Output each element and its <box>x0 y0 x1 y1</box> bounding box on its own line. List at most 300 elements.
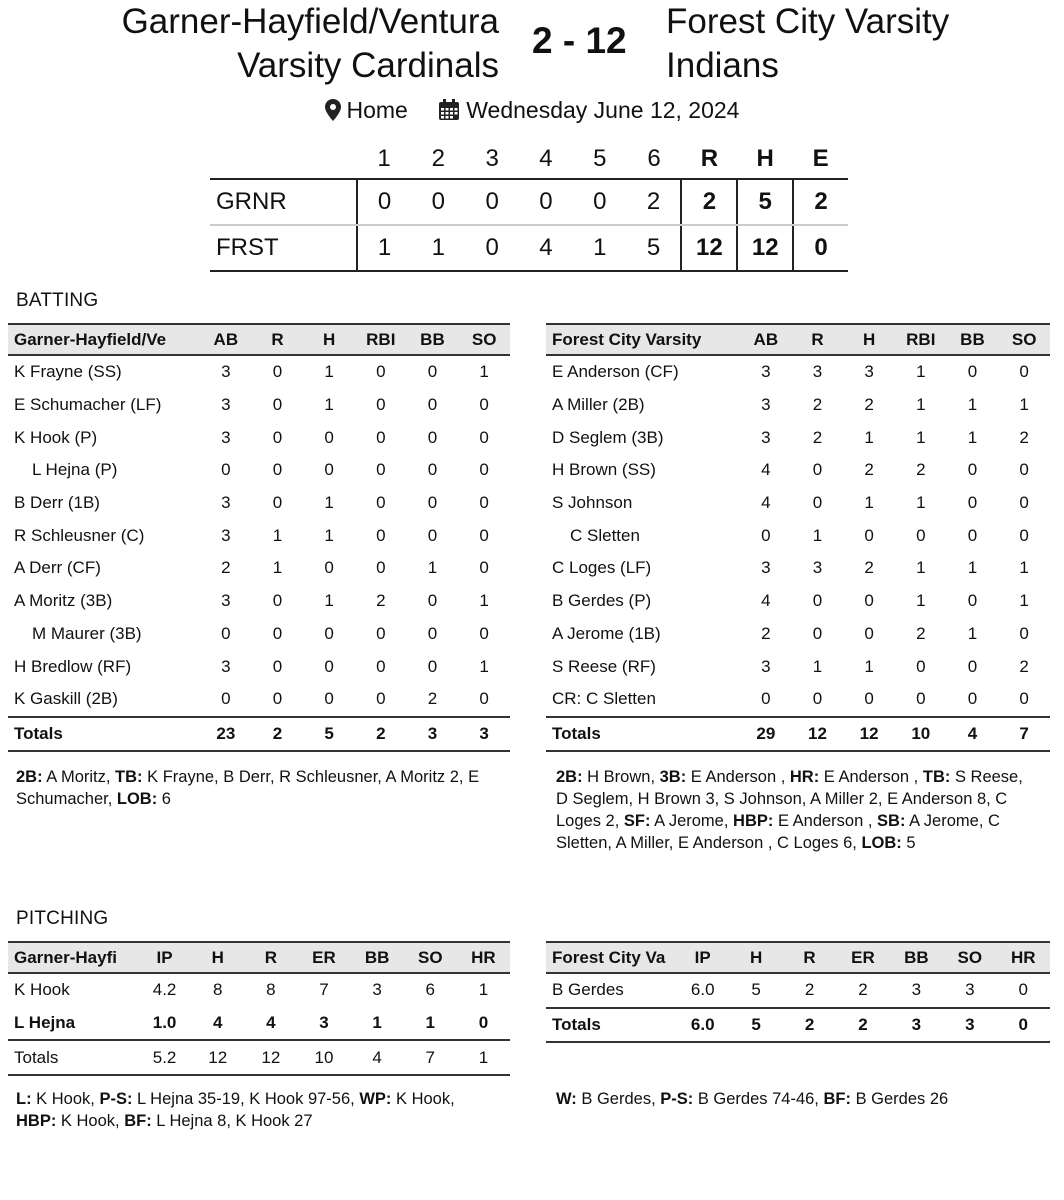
totals-cell: 6.0 <box>676 1008 729 1043</box>
stat-cell: 2 <box>916 460 926 480</box>
stat-cell: 1 <box>324 591 334 611</box>
totals-cell: 2 <box>252 717 304 752</box>
map-pin-icon <box>325 99 341 121</box>
column-header: SO <box>458 324 510 355</box>
note-label: SB: <box>877 812 906 830</box>
away-team-line2: Indians <box>666 46 779 85</box>
total-hits: 5 <box>737 179 793 225</box>
stat-cell: 0 <box>967 525 978 545</box>
stat-cell: 3 <box>965 980 975 1000</box>
home-pitching-notes <box>16 1088 496 1132</box>
totals-row <box>546 717 1050 752</box>
column-header: BB <box>947 324 999 355</box>
stat-cell: 4 <box>761 591 771 611</box>
stat-cell: 1 <box>967 427 978 447</box>
linescore-table <box>210 140 848 272</box>
totals-cell: 3 <box>943 1008 996 1043</box>
column-header: R <box>783 942 836 973</box>
linescore-team: FRST <box>210 225 357 271</box>
stat-cell: 0 <box>479 525 489 545</box>
note-text: K Hook, <box>31 1090 100 1108</box>
stat-cell: 0 <box>1018 980 1028 1000</box>
linescore-header-errors: E <box>793 140 848 179</box>
stat-cell: 0 <box>967 460 978 480</box>
stat-cell: 0 <box>864 525 874 545</box>
note-text: B Gerdes, <box>576 1090 661 1108</box>
column-header: ER <box>836 942 889 973</box>
column-header: SO <box>404 942 457 973</box>
linescore-header-cell: 1 <box>357 140 412 179</box>
linescore-row <box>210 225 848 271</box>
stat-cell: 1 <box>324 493 334 513</box>
stat-cell: 0 <box>324 460 334 480</box>
stat-cell: 0 <box>427 623 438 643</box>
note-text: L Hejna 35-19, K Hook 97-56, <box>132 1090 360 1108</box>
away-pitching-header <box>546 942 1050 973</box>
note-text: E Anderson , <box>686 768 790 786</box>
stat-cell: 1 <box>479 656 489 676</box>
stat-cell: 0 <box>478 1013 489 1033</box>
inning-score: 0 <box>411 179 465 225</box>
stat-cell: 4 <box>761 493 771 513</box>
column-header-name: Garner-Hayfi <box>8 942 138 973</box>
stat-cell: 0 <box>376 395 386 415</box>
stat-cell: 2 <box>864 460 874 480</box>
stat-cell: 3 <box>372 980 382 1000</box>
player-name: K Hook <box>14 980 70 1000</box>
stat-cell: 0 <box>376 656 386 676</box>
player-name: K Gaskill (2B) <box>14 689 118 709</box>
player-name: E Schumacher (LF) <box>14 395 162 415</box>
stat-cell: 0 <box>967 689 978 709</box>
stat-cell: 0 <box>376 493 386 513</box>
column-header-name: Forest City Va <box>546 942 676 973</box>
stat-cell: 3 <box>319 1013 329 1033</box>
stat-cell: 0 <box>324 656 334 676</box>
linescore-header-team <box>210 140 357 179</box>
stat-cell: 8 <box>266 980 276 1000</box>
totals-cell: 4 <box>947 717 999 752</box>
stat-cell: 1 <box>324 525 334 545</box>
stat-cell: 0 <box>916 525 926 545</box>
column-header: H <box>191 942 244 973</box>
linescore-header-cell: 5 <box>573 140 627 179</box>
stat-cell: 3 <box>761 558 771 578</box>
stat-cell: 2 <box>864 558 874 578</box>
totals-cell: 29 <box>740 717 792 752</box>
stat-cell: 3 <box>221 362 231 382</box>
column-header: AB <box>740 324 792 355</box>
home-pitching-header <box>8 942 510 973</box>
table-row <box>8 389 510 422</box>
stat-cell: 1 <box>967 623 978 643</box>
table-row <box>8 421 510 454</box>
stat-cell: 0 <box>1019 460 1029 480</box>
stat-cell: 2 <box>221 558 231 578</box>
batting-section-label: BATTING <box>16 290 99 311</box>
totals-row <box>8 1040 510 1075</box>
stat-cell: 0 <box>864 689 874 709</box>
totals-cell: 2 <box>783 1008 836 1043</box>
totals-cell: 10 <box>895 717 947 752</box>
table-row <box>546 421 1050 454</box>
stat-cell: 2 <box>1019 427 1029 447</box>
total-runs: 12 <box>681 225 737 271</box>
stat-cell: 1 <box>372 1013 382 1033</box>
totals-cell: 5 <box>729 1008 782 1043</box>
totals-cell: 12 <box>843 717 895 752</box>
stat-cell: 1 <box>425 1013 435 1033</box>
stat-cell: 4 <box>266 1013 276 1033</box>
linescore-header-cell: 4 <box>519 140 573 179</box>
note-text: B Gerdes 74-46, <box>693 1090 824 1108</box>
table-row <box>8 519 510 552</box>
table-row <box>546 389 1050 422</box>
totals-cell: 7 <box>998 717 1050 752</box>
player-name: C Loges (LF) <box>552 558 652 578</box>
column-header: RBI <box>895 324 947 355</box>
totals-label: Totals <box>546 717 740 752</box>
note-label: TB: <box>115 768 143 786</box>
player-name: C Sletten <box>570 525 640 545</box>
note-label: HBP: <box>733 812 774 830</box>
stat-cell: 0 <box>916 689 926 709</box>
linescore-header-hits: H <box>737 140 793 179</box>
game-meta <box>0 96 1064 124</box>
note-text: K Frayne, B Derr, R Schleusner, A Moritz 2, E Schumacher, <box>16 768 480 808</box>
note-label: BF: <box>124 1112 152 1130</box>
table-row <box>8 454 510 487</box>
stat-cell: 6.0 <box>690 980 715 1000</box>
player-name: R Schleusner (C) <box>14 525 145 545</box>
player-name: S Reese (RF) <box>552 656 656 676</box>
stat-cell: 1 <box>812 525 823 545</box>
totals-cell: 10 <box>297 1040 350 1075</box>
player-name: CR: C Sletten <box>552 689 656 709</box>
column-header: R <box>792 324 844 355</box>
home-batting-body <box>8 355 510 751</box>
inning-score: 2 <box>627 179 682 225</box>
stat-cell: 0 <box>272 395 283 415</box>
away-team-line1: Forest City Varsity <box>666 2 950 41</box>
stat-cell: 3 <box>812 362 823 382</box>
stat-cell: 3 <box>761 362 771 382</box>
stat-cell: 2 <box>864 395 874 415</box>
stat-cell: 0 <box>272 623 283 643</box>
stat-cell: 0 <box>376 460 386 480</box>
stat-cell: 3 <box>221 656 231 676</box>
totals-cell: 4 <box>351 1040 404 1075</box>
stat-cell: 1 <box>916 427 926 447</box>
stat-cell: 0 <box>376 623 386 643</box>
table-row <box>546 454 1050 487</box>
note-label: TB: <box>922 768 951 786</box>
stat-cell: 0 <box>427 591 438 611</box>
table-row <box>546 650 1050 683</box>
column-header: BB <box>351 942 404 973</box>
away-batting-notes <box>556 766 1038 854</box>
away-team-name <box>666 0 949 88</box>
stat-cell: 0 <box>272 362 283 382</box>
player-name: B Gerdes (P) <box>552 591 652 611</box>
stat-cell: 0 <box>427 493 438 513</box>
stat-cell: 2 <box>427 689 438 709</box>
note-text: E Anderson , <box>773 812 878 830</box>
table-row <box>546 552 1050 585</box>
column-header-name: Forest City Varsity <box>546 324 740 355</box>
note-text: A Jerome, <box>650 812 734 830</box>
note-label: P-S: <box>99 1090 133 1108</box>
table-row <box>8 1007 510 1041</box>
column-header: AB <box>200 324 252 355</box>
player-name: E Anderson (CF) <box>552 362 679 382</box>
column-header: BB <box>890 942 943 973</box>
away-batting-body <box>546 355 1050 751</box>
stat-cell: 1 <box>967 395 978 415</box>
table-row <box>8 487 510 520</box>
away-pitching-body <box>546 973 1050 1042</box>
table-row <box>546 683 1050 717</box>
totals-row <box>8 717 510 752</box>
totals-cell: 0 <box>997 1008 1050 1043</box>
column-header: IP <box>676 942 729 973</box>
inning-score: 1 <box>357 225 412 271</box>
totals-label: Totals <box>8 717 200 752</box>
total-runs: 2 <box>681 179 737 225</box>
note-label: W: <box>556 1090 577 1108</box>
location <box>325 97 408 124</box>
home-pitching-table <box>8 941 510 1076</box>
totals-cell: 7 <box>404 1040 457 1075</box>
linescore-header-cell: 2 <box>411 140 465 179</box>
player-name: S Johnson <box>552 493 633 513</box>
stat-cell: 0 <box>427 362 438 382</box>
column-header: HR <box>997 942 1050 973</box>
note-label: P-S: <box>660 1090 694 1108</box>
stat-cell: 3 <box>221 427 231 447</box>
stat-cell: 0 <box>812 689 823 709</box>
stat-cell: 0 <box>1019 525 1029 545</box>
calendar-icon <box>438 99 460 121</box>
stat-cell: 3 <box>761 427 771 447</box>
player-name: L Hejna (P) <box>32 460 118 480</box>
home-batting-notes <box>16 766 496 810</box>
date-text: Wednesday June 12, 2024 <box>466 97 740 124</box>
totals-cell: 12 <box>792 717 844 752</box>
player-name: M Maurer (3B) <box>32 623 142 643</box>
stat-cell: 1 <box>324 362 334 382</box>
stat-cell: 1 <box>479 591 489 611</box>
stat-cell: 1 <box>916 558 926 578</box>
stat-cell: 1 <box>916 362 926 382</box>
stat-cell: 0 <box>864 591 874 611</box>
totals-cell: 12 <box>191 1040 244 1075</box>
stat-cell: 0 <box>272 591 283 611</box>
table-row <box>8 650 510 683</box>
stat-cell: 1 <box>812 656 823 676</box>
stat-cell: 2 <box>804 980 815 1000</box>
player-name: A Derr (CF) <box>14 558 101 578</box>
stat-cell: 1 <box>916 591 926 611</box>
totals-cell: 23 <box>200 717 252 752</box>
table-row <box>546 618 1050 651</box>
totals-label: Totals <box>546 1008 676 1043</box>
inning-score: 0 <box>573 179 627 225</box>
stat-cell: 0 <box>272 493 283 513</box>
linescore-row <box>210 179 848 225</box>
inning-score: 4 <box>519 225 573 271</box>
stat-cell: 1 <box>1019 395 1029 415</box>
note-label: WP: <box>359 1090 392 1108</box>
note-label: HBP: <box>16 1112 57 1130</box>
stat-cell: 0 <box>427 525 438 545</box>
note-text: A Jerome, C Sletten, A Miller, E Anderson , C Loges 6, <box>556 812 1000 852</box>
stat-cell: 0 <box>479 460 489 480</box>
player-name: K Hook (P) <box>14 427 98 447</box>
stat-cell: 0 <box>376 427 386 447</box>
note-label: HR: <box>789 768 820 786</box>
stat-cell: 2 <box>812 427 823 447</box>
home-team-line2: Varsity Cardinals <box>237 46 499 85</box>
stat-cell: 0 <box>479 558 489 578</box>
stat-cell: 3 <box>221 591 231 611</box>
stat-cell: 0 <box>272 427 283 447</box>
stat-cell: 0 <box>1019 689 1029 709</box>
stat-cell: 0 <box>376 362 386 382</box>
stat-cell: 0 <box>324 558 334 578</box>
inning-score: 0 <box>465 179 519 225</box>
stat-cell: 0 <box>967 656 978 676</box>
note-text: L Hejna 8, K Hook 27 <box>151 1112 313 1130</box>
stat-cell: 1 <box>324 395 334 415</box>
column-header: IP <box>138 942 191 973</box>
player-name: A Moritz (3B) <box>14 591 113 611</box>
column-header: RBI <box>355 324 407 355</box>
linescore-header-cell: 3 <box>465 140 519 179</box>
stat-cell: 8 <box>212 980 223 1000</box>
stat-cell: 0 <box>479 427 489 447</box>
totals-label: Totals <box>8 1040 138 1075</box>
stat-cell: 2 <box>812 395 823 415</box>
note-label: LOB: <box>116 790 158 808</box>
note-text: H Brown, <box>582 768 660 786</box>
home-team-line1: Garner-Hayfield/Ventura <box>121 2 499 41</box>
column-header: HR <box>457 942 510 973</box>
stat-cell: 2 <box>376 591 386 611</box>
stat-cell: 0 <box>272 460 283 480</box>
stat-cell: 0 <box>427 395 438 415</box>
note-text: 5 <box>901 834 916 852</box>
stat-cell: 0 <box>479 493 489 513</box>
table-row <box>8 683 510 717</box>
stat-cell: 2 <box>858 980 868 1000</box>
stat-cell: 2 <box>1019 656 1029 676</box>
player-name: B Derr (1B) <box>14 493 100 513</box>
stat-cell: 0 <box>761 525 771 545</box>
stat-cell: 0 <box>967 493 978 513</box>
stat-cell: 3 <box>221 493 231 513</box>
stat-cell: 0 <box>812 493 823 513</box>
final-score: 2 - 12 <box>532 20 627 61</box>
table-row <box>546 519 1050 552</box>
column-header: H <box>729 942 782 973</box>
note-text: S Reese, D Seglem, H Brown 3, S Johnson, A Miller 2, E Anderson 8, C Loges 2, <box>556 768 1023 830</box>
stat-cell: 0 <box>812 623 823 643</box>
totals-cell: 3 <box>458 717 510 752</box>
note-label: 2B: <box>16 768 43 786</box>
stat-cell: 0 <box>221 460 231 480</box>
total-errors: 0 <box>793 225 848 271</box>
table-row <box>8 552 510 585</box>
stat-cell: 0 <box>812 591 823 611</box>
table-row <box>8 618 510 651</box>
pitching-section-label: PITCHING <box>16 908 109 929</box>
inning-score: 1 <box>573 225 627 271</box>
home-pitching-body <box>8 973 510 1075</box>
note-label: SF: <box>623 812 651 830</box>
stat-cell: 0 <box>1019 493 1029 513</box>
stat-cell: 0 <box>916 656 926 676</box>
game-date <box>438 97 739 124</box>
stat-cell: 3 <box>221 525 231 545</box>
player-name: A Jerome (1B) <box>552 623 661 643</box>
column-header: SO <box>943 942 996 973</box>
column-header: R <box>244 942 297 973</box>
stat-cell: 0 <box>967 591 978 611</box>
stat-cell: 0 <box>864 623 874 643</box>
table-row <box>546 487 1050 520</box>
inning-score: 5 <box>627 225 682 271</box>
inning-score: 0 <box>519 179 573 225</box>
away-batting-header <box>546 324 1050 355</box>
player-name: B Gerdes <box>552 980 624 1000</box>
home-batting-header <box>8 324 510 355</box>
stat-cell: 1 <box>427 558 438 578</box>
table-row <box>546 973 1050 1008</box>
stat-cell: 0 <box>479 689 489 709</box>
totals-cell: 3 <box>890 1008 943 1043</box>
column-header: SO <box>998 324 1050 355</box>
player-name: D Seglem (3B) <box>552 427 664 447</box>
note-text: B Gerdes 26 <box>850 1090 949 1108</box>
stat-cell: 1 <box>272 525 283 545</box>
stat-cell: 2 <box>761 623 771 643</box>
totals-cell: 5.2 <box>138 1040 191 1075</box>
stat-cell: 0 <box>812 460 823 480</box>
stat-cell: 3 <box>864 362 874 382</box>
stat-cell: 1 <box>1019 558 1029 578</box>
player-name: L Hejna <box>14 1013 76 1033</box>
stat-cell: 0 <box>324 623 334 643</box>
totals-cell: 2 <box>836 1008 889 1043</box>
stat-cell: 0 <box>761 689 771 709</box>
stat-cell: 0 <box>376 689 386 709</box>
stat-cell: 0 <box>272 656 283 676</box>
stat-cell: 3 <box>221 395 231 415</box>
linescore-header-runs: R <box>681 140 737 179</box>
stat-cell: 0 <box>221 689 231 709</box>
table-row <box>8 585 510 618</box>
player-name: H Bredlow (RF) <box>14 656 132 676</box>
stat-cell: 1 <box>479 362 489 382</box>
stat-cell: 0 <box>479 395 489 415</box>
away-pitching-table <box>546 941 1050 1043</box>
stat-cell: 3 <box>911 980 922 1000</box>
table-row <box>8 973 510 1007</box>
totals-cell: 1 <box>457 1040 510 1075</box>
stat-cell: 0 <box>427 656 438 676</box>
stat-cell: 1 <box>864 493 874 513</box>
